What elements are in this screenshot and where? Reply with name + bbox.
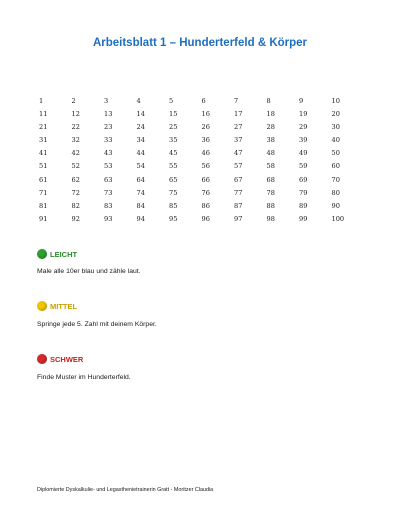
- grid-cell: 42: [71, 149, 80, 158]
- grid-cell: 5: [169, 97, 174, 105]
- green-circle-icon: [37, 249, 47, 259]
- grid-cell: 9: [299, 97, 304, 105]
- grid-cell: 32: [71, 136, 80, 145]
- grid-cell: 51: [39, 162, 48, 171]
- grid-cell: 85: [169, 201, 178, 210]
- grid-cell: 19: [299, 110, 308, 119]
- grid-cell: 98: [266, 214, 275, 223]
- grid-cell: 52: [71, 162, 80, 171]
- level-easy: [37, 249, 77, 259]
- grid-cell: 39: [299, 136, 308, 145]
- level-hard-task: Finde Muster im Hunderterfeld.: [37, 374, 131, 381]
- grid-cell: 16: [201, 110, 210, 119]
- grid-cell: 73: [104, 188, 113, 197]
- grid-row: [39, 95, 364, 108]
- grid-cell: 26: [201, 123, 210, 132]
- grid-cell: 55: [169, 162, 178, 171]
- grid-cell: 96: [201, 214, 210, 223]
- grid-cell: 28: [266, 123, 275, 132]
- grid-cell: 3: [104, 97, 109, 105]
- grid-cell: 33: [104, 136, 113, 145]
- grid-cell: 68: [266, 175, 275, 184]
- grid-cell: 21: [39, 123, 48, 132]
- grid-row: [39, 147, 364, 160]
- grid-cell: 71: [39, 188, 48, 197]
- level-hard: [37, 354, 83, 364]
- grid-cell: 43: [104, 149, 113, 158]
- grid-cell: 13: [104, 110, 113, 119]
- grid-cell: 31: [39, 136, 48, 145]
- grid-cell: 67: [234, 175, 243, 184]
- grid-row: [39, 160, 364, 173]
- grid-cell: 70: [331, 175, 340, 184]
- grid-cell: 91: [39, 214, 48, 223]
- grid-cell: 44: [136, 149, 145, 158]
- grid-row: [39, 134, 364, 147]
- grid-cell: 23: [104, 123, 113, 132]
- grid-cell: 17: [234, 110, 243, 119]
- grid-cell: 62: [71, 175, 80, 184]
- grid-cell: 82: [71, 201, 80, 210]
- grid-cell: 37: [234, 136, 243, 145]
- grid-cell: 93: [104, 214, 113, 223]
- grid-cell: 78: [266, 188, 275, 197]
- grid-cell: 74: [136, 188, 145, 197]
- grid-row: [39, 174, 364, 187]
- grid-row: [39, 187, 364, 200]
- level-medium-task: Springe jede 5. Zahl mit deinem Körper.: [37, 321, 157, 328]
- grid-cell: 14: [136, 110, 145, 119]
- grid-cell: 84: [136, 201, 145, 210]
- grid-cell: 4: [136, 97, 141, 105]
- grid-cell: 95: [169, 214, 178, 223]
- hundred-grid: [39, 95, 364, 226]
- grid-cell: 59: [299, 162, 308, 171]
- grid-cell: 100: [331, 214, 345, 223]
- grid-cell: 86: [201, 201, 210, 210]
- grid-cell: 94: [136, 214, 145, 223]
- grid-cell: 22: [71, 123, 80, 132]
- grid-cell: 12: [71, 110, 80, 119]
- grid-cell: 47: [234, 149, 243, 158]
- grid-cell: 36: [201, 136, 210, 145]
- grid-cell: 24: [136, 123, 145, 132]
- grid-cell: 6: [201, 97, 206, 105]
- grid-cell: 27: [234, 123, 243, 132]
- grid-cell: 53: [104, 162, 113, 171]
- grid-cell: 45: [169, 149, 178, 158]
- grid-cell: 40: [331, 136, 340, 145]
- level-easy-task: Male alle 10er blau und zähle laut.: [37, 268, 141, 275]
- grid-cell: 75: [169, 188, 178, 197]
- grid-row: [39, 213, 364, 226]
- grid-cell: 38: [266, 136, 275, 145]
- grid-cell: 90: [331, 201, 340, 210]
- grid-cell: 15: [169, 110, 178, 119]
- level-medium: [37, 301, 77, 311]
- grid-row: [39, 200, 364, 213]
- grid-cell: 77: [234, 188, 243, 197]
- grid-cell: 56: [201, 162, 210, 171]
- grid-cell: 76: [201, 188, 210, 197]
- grid-cell: 87: [234, 201, 243, 210]
- grid-cell: 69: [299, 175, 308, 184]
- grid-row: [39, 108, 364, 121]
- grid-cell: 63: [104, 175, 113, 184]
- grid-cell: 54: [136, 162, 145, 171]
- grid-cell: 89: [299, 201, 308, 210]
- grid-cell: 48: [266, 149, 275, 158]
- grid-cell: 97: [234, 214, 243, 223]
- worksheet-title: Arbeitsblatt 1 – Hunderterfeld & Körper: [92, 37, 308, 49]
- grid-cell: 2: [71, 97, 76, 105]
- grid-cell: 79: [299, 188, 308, 197]
- grid-cell: 29: [299, 123, 308, 132]
- grid-cell: 64: [136, 175, 145, 184]
- grid-cell: 58: [266, 162, 275, 171]
- grid-cell: 1: [39, 97, 44, 105]
- grid-cell: 8: [266, 97, 271, 105]
- grid-cell: 7: [234, 97, 239, 105]
- grid-cell: 65: [169, 175, 178, 184]
- grid-cell: 18: [266, 110, 275, 119]
- grid-cell: 83: [104, 201, 113, 210]
- grid-cell: 92: [71, 214, 80, 223]
- level-medium-label: MITTEL: [50, 301, 78, 311]
- level-easy-label: LEICHT: [50, 249, 78, 259]
- grid-cell: 49: [299, 149, 308, 158]
- grid-cell: 81: [39, 201, 48, 210]
- grid-cell: 11: [39, 110, 48, 119]
- yellow-circle-icon: [37, 301, 47, 311]
- grid-cell: 46: [201, 149, 210, 158]
- grid-cell: 20: [331, 110, 340, 119]
- level-hard-label: SCHWER: [50, 354, 84, 364]
- footer-credit: Diplomierte Dyskalkulie- und Legasthenietrainerin Gratt - Moritzer Claudia: [37, 487, 214, 493]
- red-circle-icon: [37, 354, 47, 364]
- grid-cell: 30: [331, 123, 340, 132]
- grid-cell: 72: [71, 188, 80, 197]
- grid-cell: 61: [39, 175, 48, 184]
- grid-cell: 25: [169, 123, 178, 132]
- grid-cell: 50: [331, 149, 340, 158]
- grid-cell: 99: [299, 214, 308, 223]
- grid-cell: 10: [331, 97, 340, 105]
- grid-cell: 34: [136, 136, 145, 145]
- grid-cell: 88: [266, 201, 275, 210]
- grid-cell: 60: [331, 162, 340, 171]
- grid-cell: 66: [201, 175, 210, 184]
- grid-cell: 41: [39, 149, 48, 158]
- grid-cell: 80: [331, 188, 340, 197]
- grid-row: [39, 121, 364, 134]
- grid-cell: 35: [169, 136, 178, 145]
- grid-cell: 57: [234, 162, 243, 171]
